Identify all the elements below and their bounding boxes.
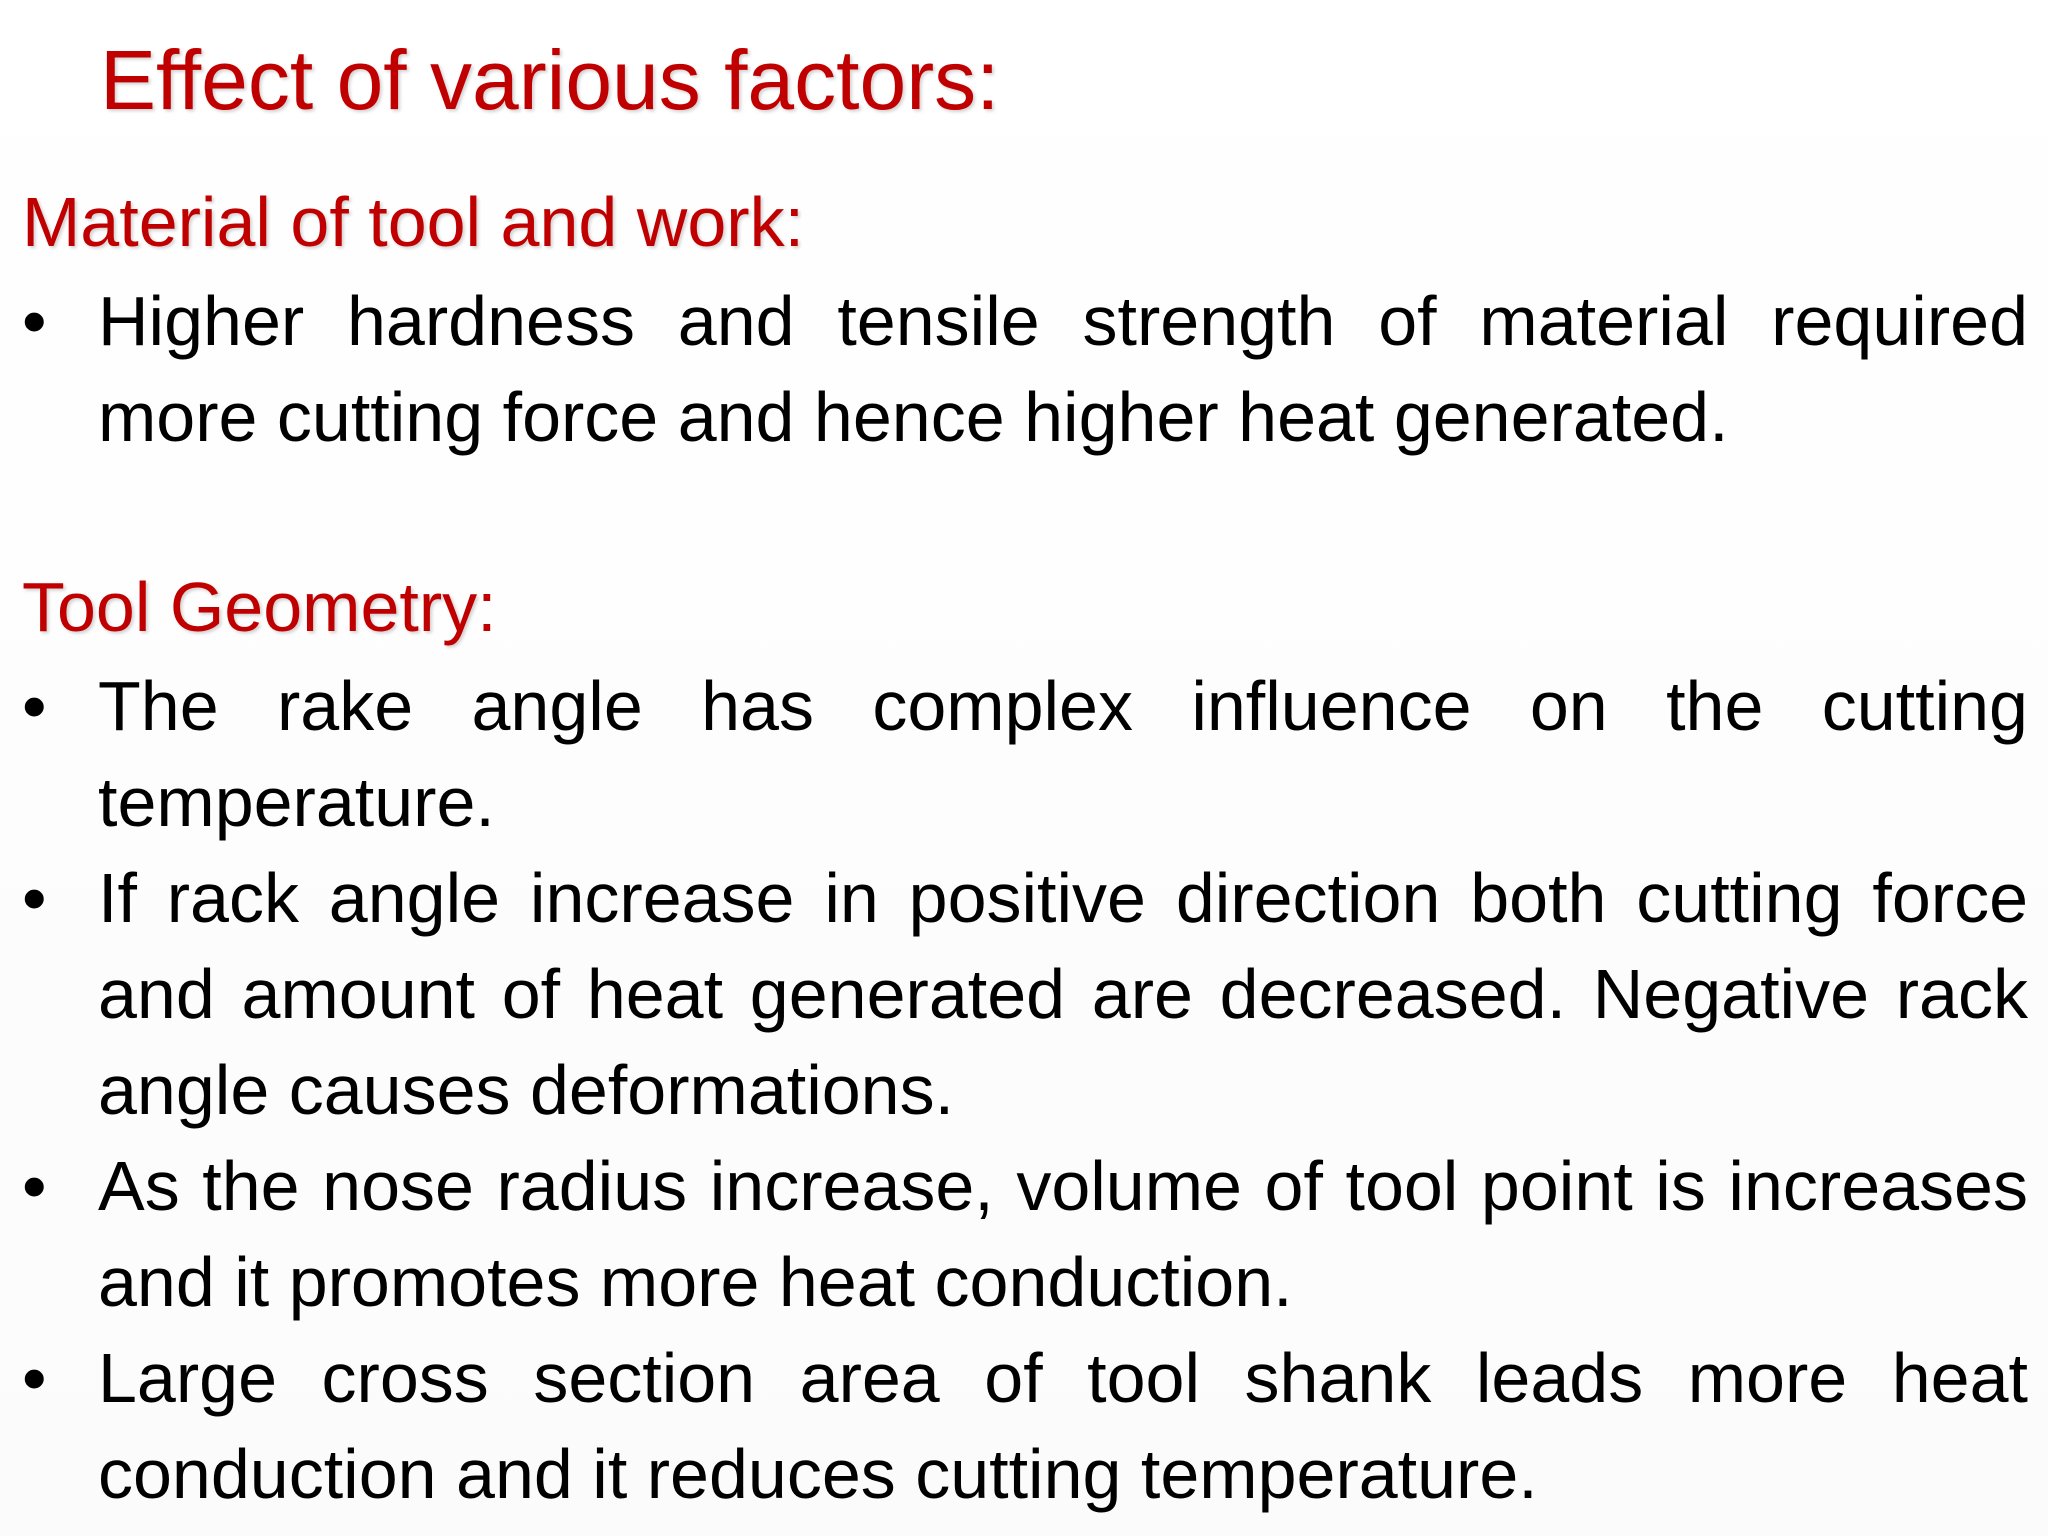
list-item (0, 658, 2028, 850)
bullet-icon: • (22, 1147, 47, 1225)
bullet-icon: • (22, 859, 47, 937)
list-item (0, 273, 2028, 465)
bullet-text: Large cross section area of tool shank leads more heat conduction and it reduces cutting temperature. (98, 1339, 2028, 1513)
section-heading-geometry-colon: : (477, 568, 497, 646)
bullet-list-geometry (0, 658, 2028, 1522)
list-item (0, 1138, 2028, 1330)
section-heading-geometry-text: Tool Geometry (22, 568, 478, 646)
section-heading-material-text: Material of tool and work: (22, 183, 805, 261)
slide-title: Effect of various factors: (100, 33, 1000, 127)
bullet-icon: • (22, 282, 47, 360)
section-heading-geometry (22, 565, 497, 649)
bullet-icon: • (22, 1339, 47, 1417)
bullet-text: The rake angle has complex influence on the cutting temperature. (98, 667, 2028, 841)
list-item (0, 1330, 2028, 1522)
list-item (0, 850, 2028, 1138)
bullet-text: As the nose radius increase, volume of tool point is increases and it promotes more heat conduction. (98, 1147, 2028, 1321)
bullet-text: If rack angle increase in positive direction both cutting force and amount of heat generated are decreased. Negative rack angle causes deformations. (98, 859, 2028, 1129)
bullet-text: Higher hardness and tensile strength of material required more cutting force and hence higher heat generated. (98, 282, 2028, 456)
section-heading-material (22, 180, 804, 264)
bullet-icon: • (22, 667, 47, 745)
bullet-list-material (0, 273, 2028, 465)
